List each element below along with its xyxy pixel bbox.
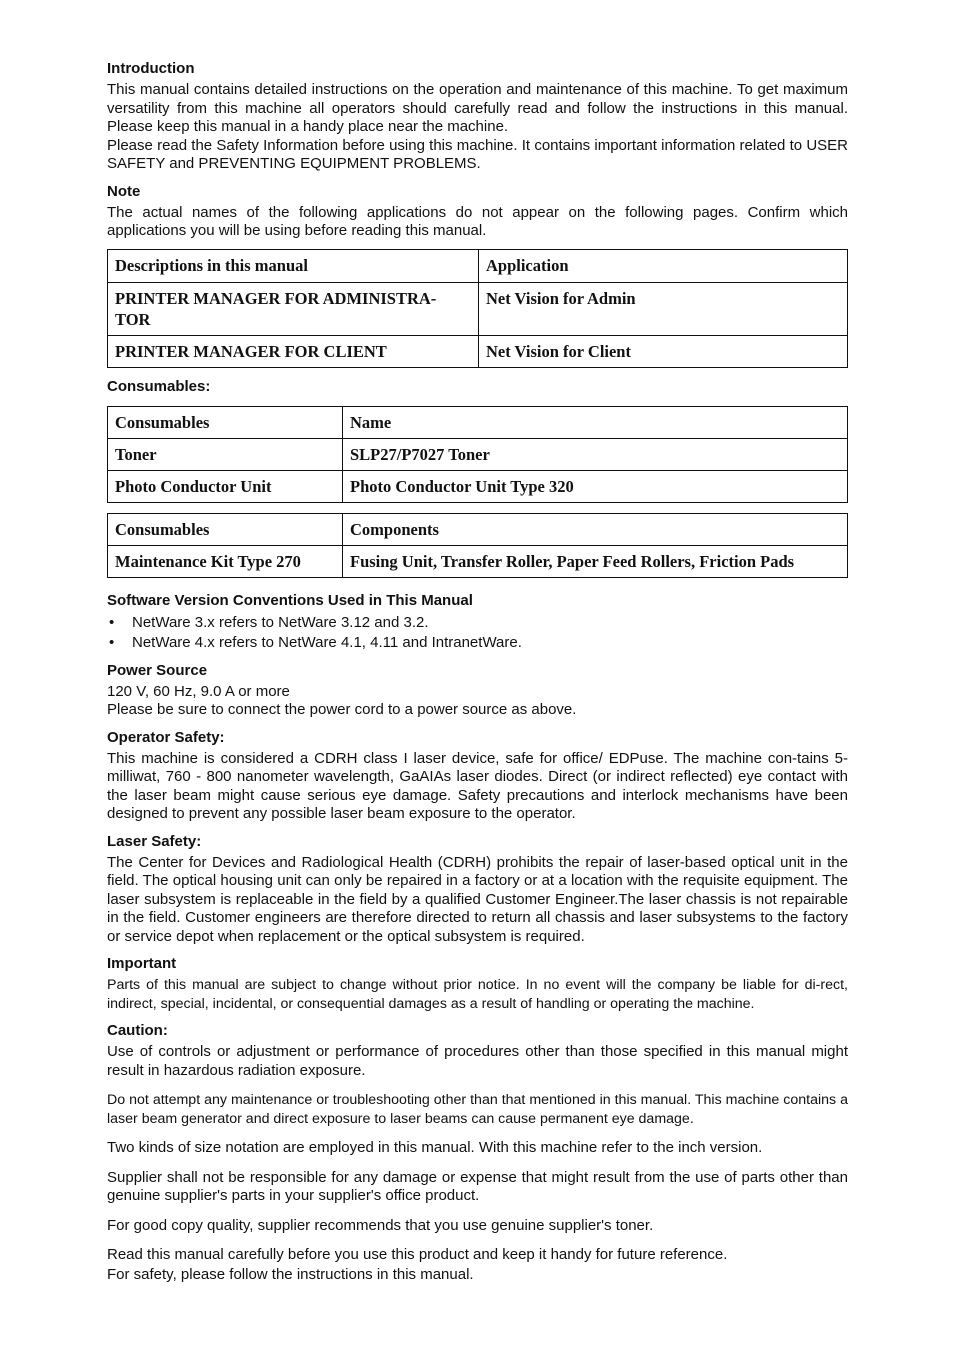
caution-paragraph-3: Two kinds of size notation are employed in this manual. With this machine refer to the inch version.	[107, 1139, 763, 1156]
table-row	[108, 438, 848, 470]
power-heading: Power Source	[107, 661, 208, 679]
power-paragraph: Please be sure to connect the power cord to a power source as above.	[107, 701, 577, 718]
table-header-cell: Application	[479, 249, 848, 282]
table-row	[108, 335, 848, 367]
table-row	[108, 282, 848, 335]
important-paragraph: Parts of this manual are subject to change without prior notice. In no event will the company be liable for di-rect, indirect, special, incidental, or consequential damages as a result of handling or operating the machine.	[107, 977, 848, 1012]
table-cell: PRINTER MANAGER FOR ADMINISTRA-TOR	[108, 282, 479, 335]
caution-paragraph-5: For good copy quality, supplier recommends that you use genuine supplier's toner.	[107, 1216, 654, 1234]
table-cell: Net Vision for Client	[479, 335, 848, 367]
caution-section	[107, 1022, 848, 1284]
table-cell: SLP27/P7027 Toner	[343, 438, 848, 470]
list-item: • NetWare 4.x refers to NetWare 4.1, 4.11 and IntranetWare.	[107, 633, 848, 653]
applications-table	[107, 249, 848, 368]
operator-safety-section	[107, 729, 848, 824]
important-heading: Important	[107, 955, 177, 972]
table-header-cell: Consumables	[108, 513, 343, 545]
table-cell: Photo Conductor Unit Type 320	[343, 470, 848, 502]
table-header-row	[108, 513, 848, 545]
table-header-cell: Consumables	[108, 406, 343, 438]
document-page	[107, 60, 848, 1284]
note-paragraph: The actual names of the following applications do not appear on the following pages. Confirm which applications you will be using before reading this manual.	[107, 203, 848, 239]
table-cell: Toner	[108, 438, 343, 470]
consumables-heading: Consumables:	[107, 377, 211, 395]
caution-paragraph-1: Use of controls or adjustment or performance of procedures other than those specified in this manual might result in hazardous radiation exposure.	[107, 1043, 848, 1079]
caution-paragraph-6: Read this manual carefully before you use this product and keep it handy for future reference.	[107, 1246, 728, 1263]
table-header-cell: Descriptions in this manual	[108, 249, 479, 282]
power-section	[107, 662, 848, 720]
caution-heading: Caution:	[107, 1022, 168, 1039]
introduction-paragraph-1: This manual contains detailed instructions on the operation and maintenance of this machine. To get maximum versatility from this machine all operators should carefully read and follow the instructions in this manual. Please keep this manual in a handy place near the machine.	[107, 81, 848, 135]
note-heading: Note	[107, 182, 141, 200]
table-row	[108, 470, 848, 502]
software-heading: Software Version Conventions Used in This Manual	[107, 591, 473, 609]
laser-safety-heading: Laser Safety:	[107, 832, 202, 850]
table-cell: PRINTER MANAGER FOR CLIENT	[108, 335, 479, 367]
introduction-section	[107, 60, 848, 174]
software-list	[107, 613, 848, 653]
introduction-paragraph-2: Please read the Safety Information before using this machine. It contains important information related to USER SAFETY and PREVENTING EQUIPMENT PROBLEMS.	[107, 136, 848, 172]
laser-safety-paragraph: The Center for Devices and Radiological Health (CDRH) prohibits the repair of laser-based optical unit in the field. The optical housing unit can only be repaired in a factory or at a location with the requisite equipment. The laser subsystem is replaceable in the field by a qualified Customer Engineer.The laser chassis is not repairable in the field. Customer engineers are therefore directed to return all chassis and laser subsystems to the factory or service depot when replacement or the optical subsystem is required.	[107, 853, 848, 945]
caution-paragraph-2: Do not attempt any maintenance or troubleshooting other than that mentioned in this manual. This machine contains a laser beam generator and direct exposure to laser beams can cause permanent eye damage.	[107, 1092, 848, 1127]
consumables-table	[107, 406, 848, 503]
components-table	[107, 513, 848, 578]
caution-paragraph-7: For safety, please follow the instructions in this manual.	[107, 1265, 474, 1283]
operator-safety-paragraph: This machine is considered a CDRH class I laser device, safe for office/ EDPuse. The machine con-tains 5-milliwat, 760 - 800 nanometer wavelength, GaAIAs laser diodes. Direct (or indirect reflected) eye contact with the laser beam might cause serious eye damage. Safety precautions and interlock mechanisms have been designed to prevent any possible laser beam exposure to the operator.	[107, 749, 848, 822]
software-section	[107, 592, 848, 653]
list-item: • NetWare 3.x refers to NetWare 3.12 and 3.2.	[107, 613, 848, 633]
table-header-row	[108, 406, 848, 438]
laser-safety-section	[107, 833, 848, 947]
caution-paragraph-4: Supplier shall not be responsible for any damage or expense that might result from the use of parts other than genuine supplier's parts in your supplier's office product.	[107, 1168, 848, 1204]
table-row	[108, 545, 848, 577]
consumables-section	[107, 378, 848, 578]
table-cell: Net Vision for Admin	[479, 282, 848, 335]
table-header-cell: Name	[343, 406, 848, 438]
important-section	[107, 955, 848, 1013]
table-header-row	[108, 249, 848, 282]
note-section	[107, 183, 848, 368]
table-cell: Photo Conductor Unit	[108, 470, 343, 502]
operator-safety-heading: Operator Safety:	[107, 728, 225, 746]
power-rating: 120 V, 60 Hz, 9.0 A or more	[107, 682, 290, 700]
table-header-cell: Components	[343, 513, 848, 545]
table-cell: Fusing Unit, Transfer Roller, Paper Feed Rollers, Friction Pads	[343, 545, 848, 577]
table-cell: Maintenance Kit Type 270	[108, 545, 343, 577]
introduction-heading: Introduction	[107, 60, 195, 77]
